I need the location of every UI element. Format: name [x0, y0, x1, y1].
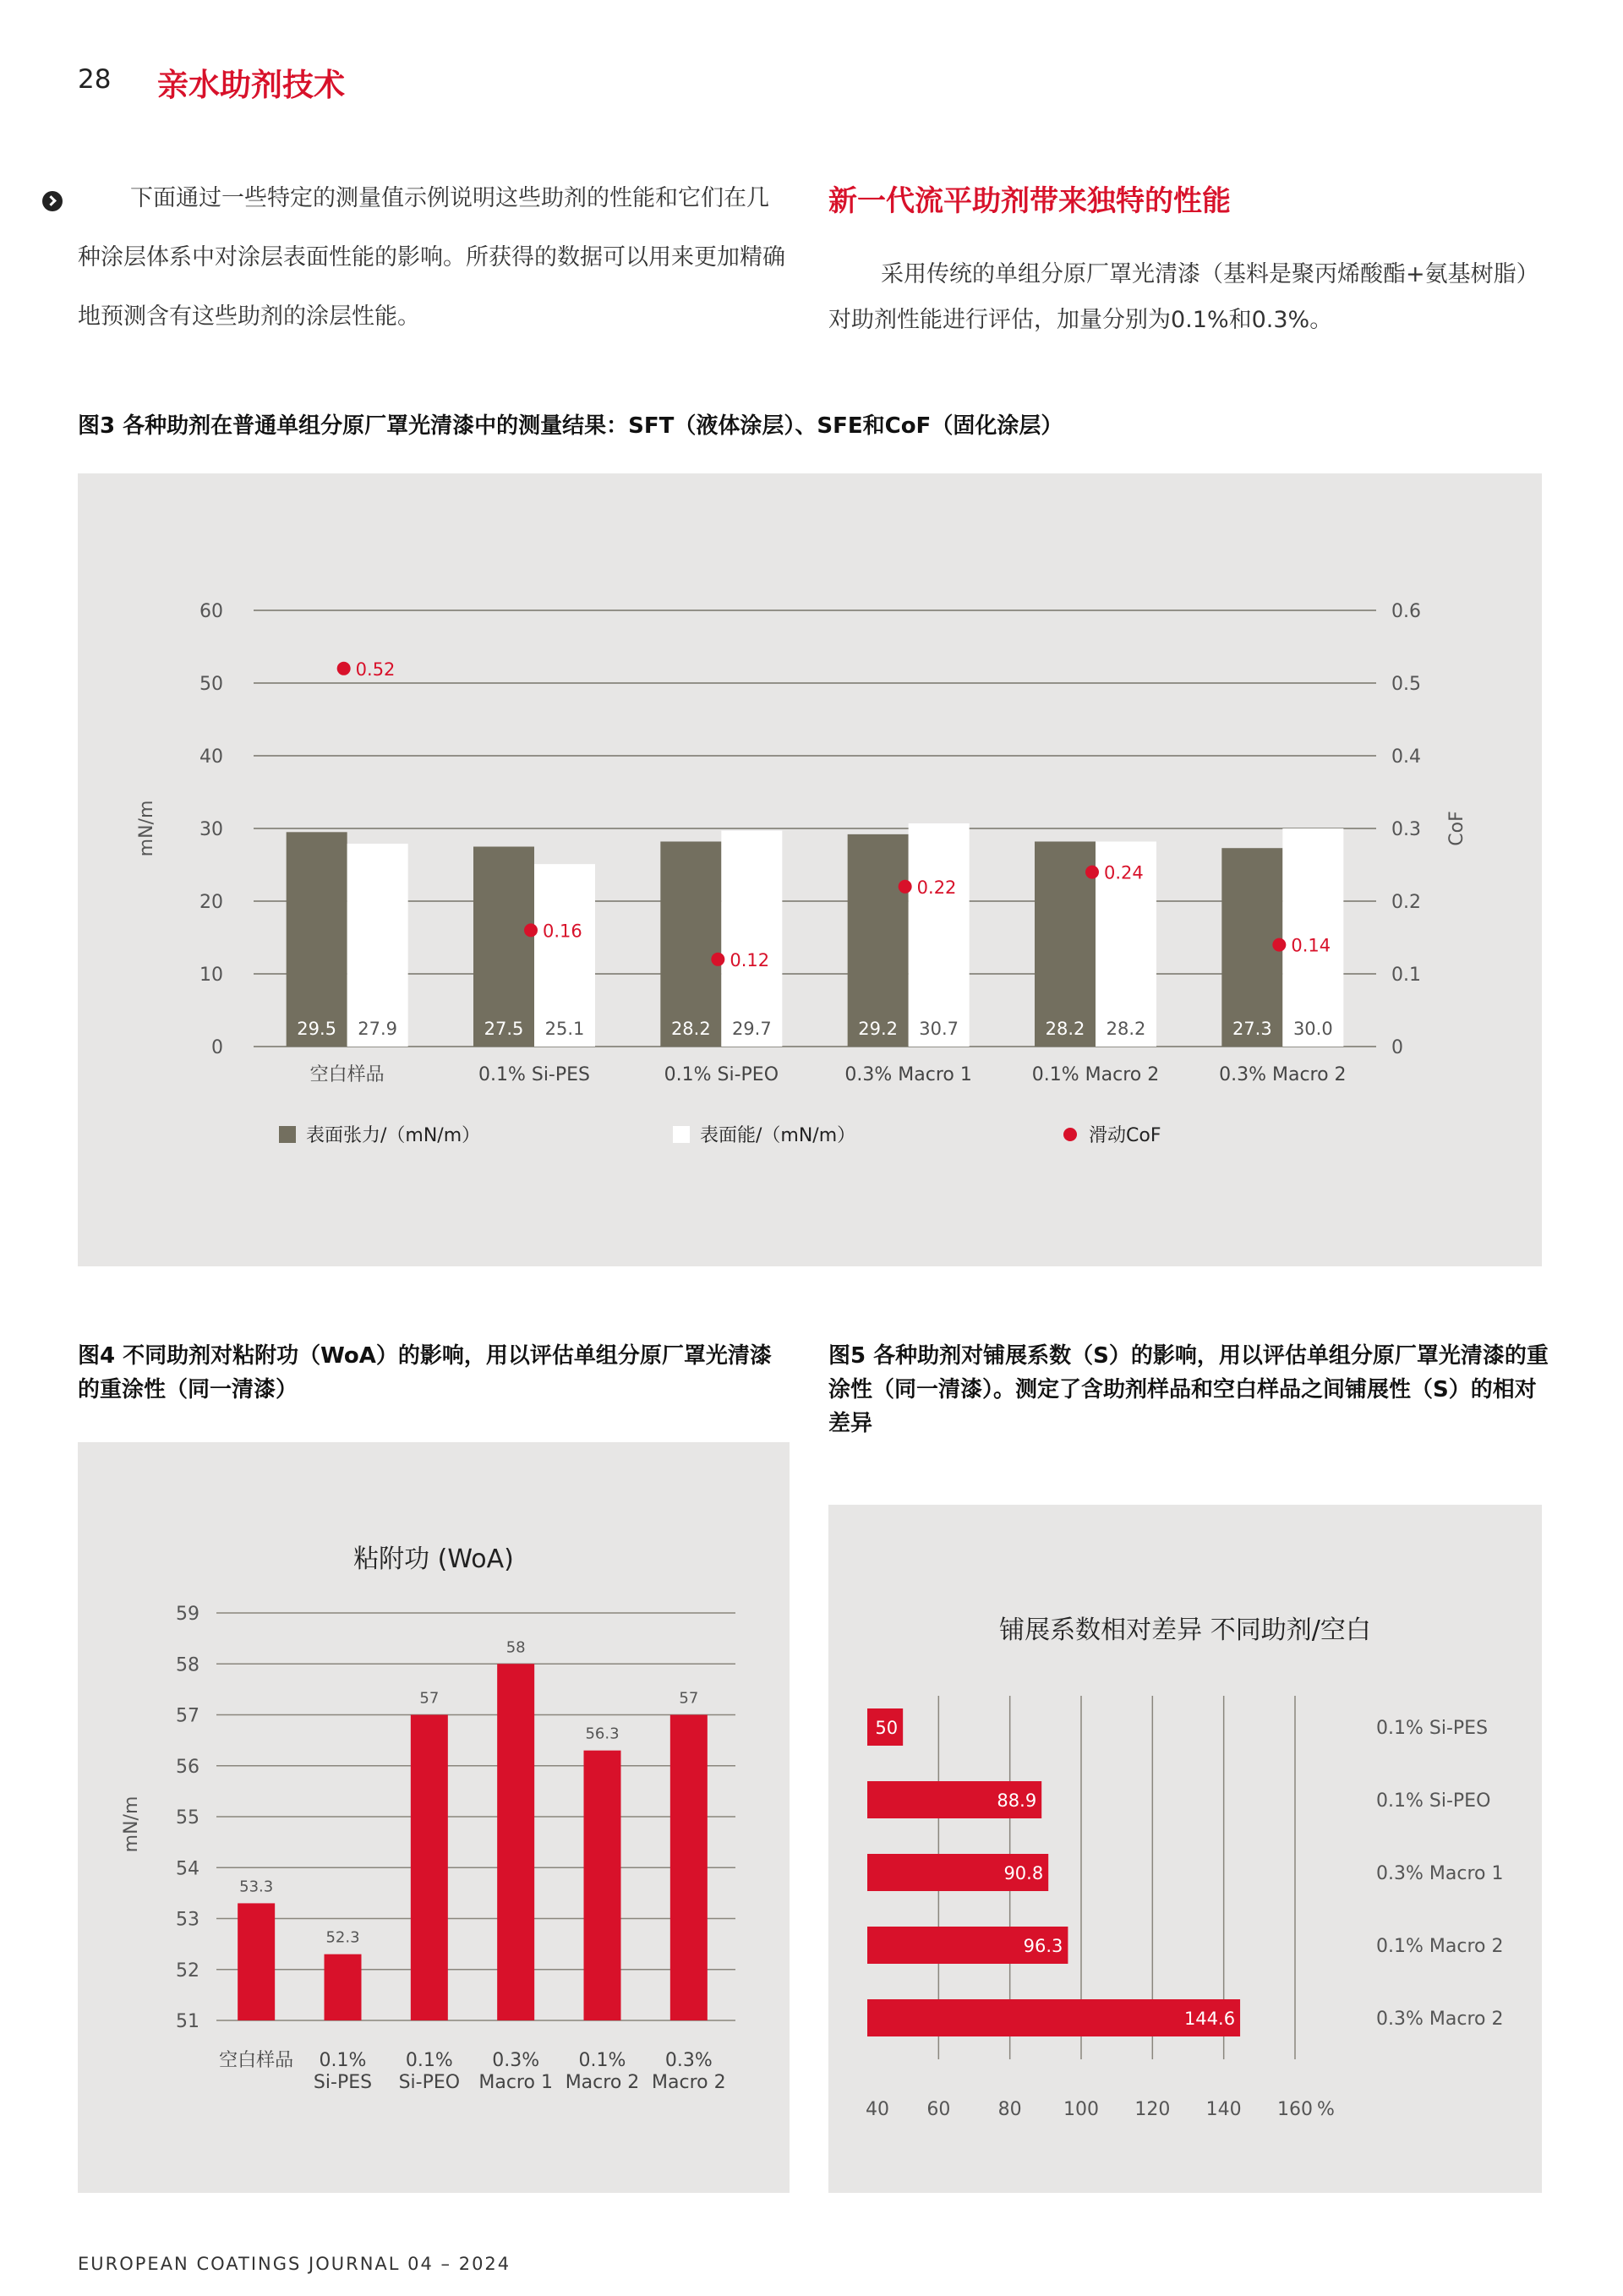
x-tick-label: 0.3% Macro 2: [1219, 1064, 1347, 1085]
bar-value-label: 50: [875, 1718, 899, 1738]
figure4-chart: [78, 1442, 790, 2193]
y-right-tick-label: 0.6: [1391, 601, 1421, 622]
bar-woa: [584, 1751, 621, 2020]
y-tick-label: 51: [176, 2011, 199, 2032]
y-right-tick-label: 0.5: [1391, 674, 1421, 695]
x-tick-label: 80: [997, 2099, 1022, 2120]
x-tick-label: 空白样品: [309, 1064, 385, 1085]
bar-surface-tension: [287, 832, 347, 1047]
cof-value-label: 0.22: [916, 877, 957, 898]
bar-value-label: 58: [505, 1638, 526, 1657]
y-tick-label: 58: [176, 1654, 199, 1676]
page-number: 28: [78, 64, 112, 95]
y-tick-label: 53: [176, 1909, 199, 1931]
bar-value-label: 28.2: [670, 1019, 711, 1039]
bar-value-label: 90.8: [1003, 1863, 1044, 1883]
y-right-tick-label: 0.4: [1391, 746, 1421, 768]
figure4-panel: [78, 1442, 790, 2193]
bar-surface-energy: [909, 823, 970, 1047]
x-tick-label: 0.1% Macro 2: [1031, 1064, 1160, 1085]
bar-value-label: 27.5: [484, 1019, 524, 1039]
y-tick-label: 0.1% Si-PEO: [1376, 1790, 1491, 1812]
bar-value-label: 88.9: [997, 1790, 1037, 1811]
x-tick-label: 0.1%: [578, 2050, 626, 2071]
y-tick-label: 30: [199, 819, 223, 840]
section-title: 亲水助剂技术: [157, 67, 345, 103]
y-right-tick-label: 0: [1391, 1037, 1403, 1058]
figure4-caption: 图4 不同助剂对粘附功（WoA）的影响，用以评估单组分原厂罩光清漆的重涂性（同一清漆）: [78, 1343, 772, 1402]
bar-value-label: 27.3: [1232, 1019, 1272, 1039]
x-tick-label: 160: [1277, 2099, 1313, 2120]
x-tick-label: 0.3%: [664, 2050, 713, 2071]
x-tick-label: 0.3%: [492, 2050, 540, 2071]
x-tick-label: Si-PES: [313, 2072, 373, 2093]
y-tick-label: 0.3% Macro 2: [1376, 2009, 1504, 2030]
cof-point: [1085, 866, 1099, 879]
legend-swatch: [673, 1126, 690, 1143]
x-tick-label: Si-PEO: [398, 2072, 461, 2093]
bar-value-label: 96.3: [1023, 1936, 1063, 1956]
x-tick-label: 100: [1063, 2099, 1099, 2120]
chart-title: 粘附功 (WoA): [353, 1544, 514, 1574]
y-tick-label: 0.3% Macro 1: [1376, 1863, 1504, 1884]
x-tick-label: 120: [1134, 2099, 1171, 2120]
cof-point: [899, 880, 912, 894]
y-tick-label: 0.1% Si-PES: [1376, 1718, 1489, 1739]
x-tick-label: 0.1%: [405, 2050, 453, 2071]
figure5-caption: 图5 各种助剂对铺展系数（S）的影响，用以评估单组分原厂罩光清漆的重涂性（同一清漆）。测定了含助剂样品和空白样品之间铺展性（S）的相对差异: [828, 1343, 1549, 1436]
cof-point: [1272, 938, 1286, 952]
x-tick-label: 0.1% Si-PEO: [664, 1064, 779, 1085]
bar-value-label: 29.2: [858, 1019, 899, 1039]
y-axis-title: mN/m: [121, 1796, 142, 1853]
cof-point: [524, 923, 538, 937]
figure3-chart: [78, 473, 1542, 1266]
figure3-caption: 图3 各种助剂在普通单组分原厂罩光清漆中的测量结果：SFT（液体涂层）、SFE和CoF（固化涂层）: [78, 413, 1063, 439]
cof-value-label: 0.24: [1104, 862, 1144, 883]
cof-value-label: 0.14: [1291, 935, 1331, 956]
y-tick-label: 20: [199, 892, 223, 913]
legend-label: 表面张力/（mN/m）: [306, 1125, 481, 1146]
section-heading: 新一代流平助剂带来独特的性能: [828, 184, 1231, 218]
x-tick-label: Macro 2: [565, 2072, 640, 2093]
bar-value-label: 25.1: [544, 1019, 585, 1039]
x-tick-label: 40: [866, 2099, 889, 2120]
bar-woa: [670, 1715, 708, 2021]
figure5-chart: [828, 1505, 1542, 2193]
bar-surface-tension: [660, 841, 721, 1047]
x-tick-label: 60: [926, 2099, 951, 2120]
bar-value-label: 30.7: [919, 1019, 959, 1039]
footer-journal: EUROPEAN COATINGS JOURNAL 04 – 2024: [78, 2254, 511, 2274]
y-tick-label: 52: [176, 1960, 199, 1982]
legend-label: 滑动CoF: [1089, 1125, 1161, 1146]
y-tick-label: 0: [211, 1037, 223, 1058]
y-axis-title: mN/m: [136, 800, 157, 857]
legend-swatch: [1063, 1128, 1077, 1141]
cof-point: [711, 953, 724, 966]
bar-surface-tension: [848, 834, 909, 1047]
bar-value-label: 57: [679, 1689, 699, 1708]
bar-value-label: 144.6: [1183, 2009, 1236, 2029]
bar-value-label: 28.2: [1106, 1019, 1146, 1039]
section-paragraph: 采用传统的单组分原厂罩光清漆（基料是聚丙烯酸酯+氨基树脂）对助剂性能进行评估，加量分别为0.1%和0.3%。: [828, 261, 1539, 333]
y-tick-label: 56: [176, 1756, 199, 1778]
x-axis-unit: %: [1317, 2099, 1335, 2120]
y-tick-label: 55: [176, 1807, 199, 1829]
bar-surface-tension: [473, 847, 534, 1047]
figure5-panel: [828, 1505, 1542, 2193]
x-tick-label: Macro 1: [478, 2072, 553, 2093]
cof-value-label: 0.12: [730, 949, 770, 970]
x-tick-label: 空白样品: [219, 2050, 294, 2071]
x-tick-label: 0.1% Si-PES: [478, 1064, 591, 1085]
chart-title: 铺展系数相对差异 不同助剂/空白: [999, 1615, 1371, 1645]
bar-value-label: 53.3: [239, 1878, 274, 1896]
y-right-tick-label: 0.1: [1391, 965, 1421, 986]
bar-woa: [325, 1954, 362, 2020]
x-tick-label: 140: [1205, 2099, 1242, 2120]
y-tick-label: 60: [199, 601, 223, 622]
y-right-axis-title: CoF: [1446, 811, 1467, 846]
bar-value-label: 27.9: [358, 1019, 398, 1039]
bar-woa: [238, 1903, 275, 2020]
cof-point: [337, 662, 351, 675]
bar-woa: [411, 1715, 448, 2021]
y-tick-label: 0.1% Macro 2: [1376, 1936, 1504, 1957]
bar-surface-energy: [721, 831, 782, 1047]
cof-value-label: 0.52: [355, 659, 396, 680]
bar-value-label: 30.0: [1292, 1019, 1333, 1039]
y-tick-label: 59: [176, 1604, 199, 1625]
x-tick-label: 0.3% Macro 1: [844, 1064, 972, 1085]
x-tick-label: Macro 2: [652, 2072, 726, 2093]
y-right-tick-label: 0.2: [1391, 892, 1421, 913]
figure3-panel: [78, 473, 1542, 1266]
bar-value-label: 29.7: [731, 1019, 772, 1039]
y-tick-label: 57: [176, 1705, 199, 1727]
bar-value-label: 29.5: [297, 1019, 337, 1039]
bar-surface-energy: [347, 844, 408, 1047]
y-tick-label: 10: [199, 965, 223, 986]
x-tick-label: 0.1%: [319, 2050, 367, 2071]
cof-value-label: 0.16: [543, 921, 582, 942]
intro-paragraph: 下面通过一些特定的测量值示例说明这些助剂的性能和它们在几种涂层体系中对涂层表面性能的影响。所获得的数据可以用来更加精确地预测含有这些助剂的涂层性能。: [78, 185, 785, 330]
y-right-tick-label: 0.3: [1391, 819, 1421, 840]
bar-value-label: 52.3: [325, 1928, 360, 1947]
bar-woa: [497, 1664, 534, 2020]
bar-value-label: 57: [419, 1689, 440, 1708]
y-tick-label: 54: [176, 1858, 199, 1880]
legend-label: 表面能/（mN/m）: [700, 1125, 856, 1146]
y-tick-label: 50: [199, 674, 223, 695]
bar-value-label: 56.3: [585, 1725, 620, 1743]
bar-value-label: 28.2: [1045, 1019, 1085, 1039]
chevron-right-icon: [42, 191, 63, 211]
y-tick-label: 40: [199, 746, 223, 768]
legend-swatch: [279, 1126, 296, 1143]
